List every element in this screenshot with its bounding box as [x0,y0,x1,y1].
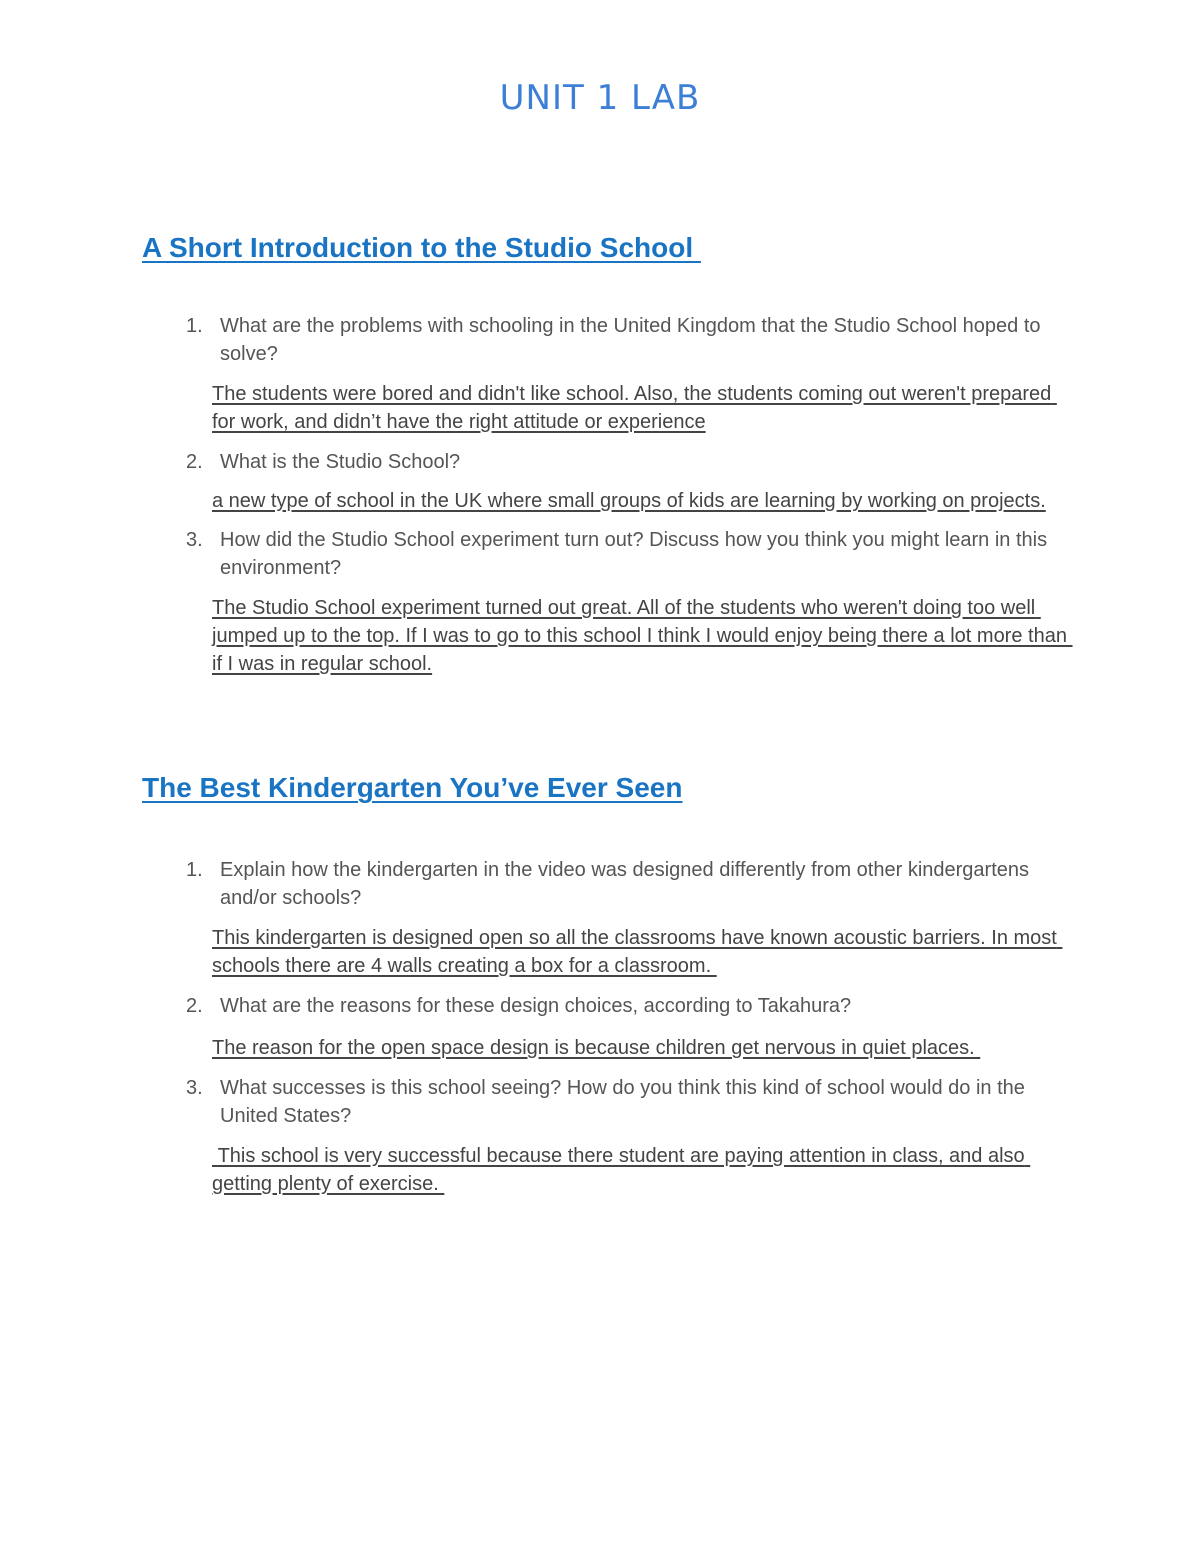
section-heading: The Best Kindergarten You’ve Ever Seen [142,772,683,803]
section-studio-school [142,232,1082,678]
answer-text: The Studio School experiment turned out great. All of the students who weren't doing too well jumped up to the top. If I was to go to this school I think I would enjoy being there a lot more than if I was in regular school. [212,597,1073,675]
section-heading: A Short Introduction to the Studio School [142,232,701,263]
answer-text: a new type of school in the UK where small groups of kids are learning by working on projects. [212,490,1046,512]
answer-text: This kindergarten is designed open so all the classrooms have known acoustic barriers. In most schools there are 4 walls creating a box for a classroom. [212,927,1063,977]
question-item [142,526,1082,678]
question-list [142,856,1082,1198]
page-title: UNIT 1 LAB [499,78,701,118]
question-number: 1. [186,859,203,881]
question-item [142,1074,1082,1198]
question-text: Explain how the kindergarten in the video was designed differently from other kindergartens and/or schools? [220,859,1029,909]
question-text: What are the problems with schooling in the United Kingdom that the Studio School hoped to solve? [220,315,1041,365]
question-number: 2. [186,451,203,473]
section-kindergarten [142,772,1082,1198]
question-item [142,448,1082,514]
question-number: 3. [186,1077,203,1099]
question-item [142,992,1082,1062]
question-text: How did the Studio School experiment turn out? Discuss how you think you might learn in this environment? [220,529,1048,579]
question-text: What successes is this school seeing? How do you think this kind of school would do in the United States? [220,1077,1025,1127]
question-list [142,312,1082,678]
question-number: 3. [186,529,203,551]
question-item [142,856,1082,980]
question-text: What is the Studio School? [220,451,461,473]
question-text: What are the reasons for these design choices, according to Takahura? [220,995,852,1017]
question-number: 1. [186,315,203,337]
question-number: 2. [186,995,203,1017]
answer-text: The reason for the open space design is because children get nervous in quiet places. [212,1037,981,1059]
answer-text: The students were bored and didn't like school. Also, the students coming out weren't prepared for work, and didn’t have the right attitude or experience [212,383,1057,433]
question-item [142,312,1082,436]
answer-text: This school is very successful because there student are paying attention in class, and also getting plenty of exercise. [212,1145,1031,1195]
